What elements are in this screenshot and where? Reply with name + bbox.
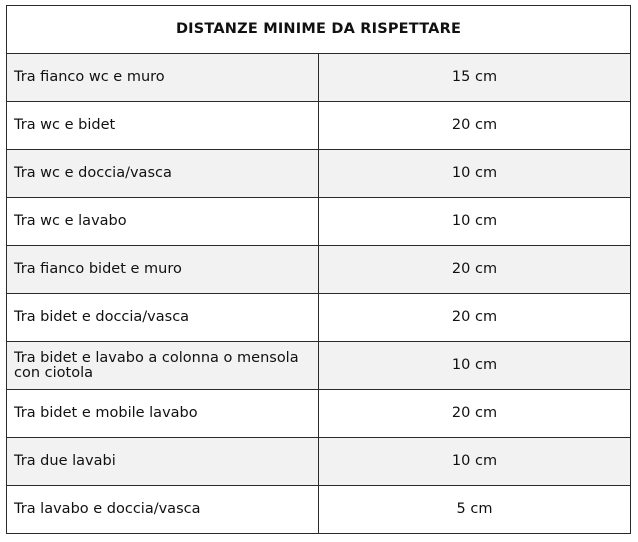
table-header-row bbox=[7, 6, 631, 54]
row-value: 15 cm bbox=[319, 54, 631, 102]
row-label: Tra bidet e mobile lavabo bbox=[7, 390, 319, 438]
table-row bbox=[7, 102, 631, 150]
table-row bbox=[7, 150, 631, 198]
row-label: Tra bidet e doccia/vasca bbox=[7, 294, 319, 342]
table-row bbox=[7, 294, 631, 342]
row-label: Tra wc e bidet bbox=[7, 102, 319, 150]
table-row bbox=[7, 54, 631, 102]
row-value: 10 cm bbox=[319, 150, 631, 198]
distances-table-container bbox=[6, 5, 631, 534]
row-value: 20 cm bbox=[319, 102, 631, 150]
row-value: 10 cm bbox=[319, 198, 631, 246]
table-title: DISTANZE MINIME DA RISPETTARE bbox=[7, 6, 631, 54]
table-row bbox=[7, 438, 631, 486]
row-label: Tra bidet e lavabo a colonna o mensola con ciotola bbox=[7, 342, 319, 390]
row-label: Tra lavabo e doccia/vasca bbox=[7, 486, 319, 534]
distances-table bbox=[6, 5, 631, 534]
row-label: Tra wc e lavabo bbox=[7, 198, 319, 246]
row-value: 10 cm bbox=[319, 342, 631, 390]
row-label: Tra wc e doccia/vasca bbox=[7, 150, 319, 198]
row-label: Tra due lavabi bbox=[7, 438, 319, 486]
table-row bbox=[7, 198, 631, 246]
row-value: 20 cm bbox=[319, 390, 631, 438]
row-value: 20 cm bbox=[319, 294, 631, 342]
row-label: Tra fianco bidet e muro bbox=[7, 246, 319, 294]
row-value: 10 cm bbox=[319, 438, 631, 486]
row-label: Tra fianco wc e muro bbox=[7, 54, 319, 102]
row-value: 20 cm bbox=[319, 246, 631, 294]
table-row bbox=[7, 390, 631, 438]
table-row bbox=[7, 342, 631, 390]
table-row bbox=[7, 486, 631, 534]
row-value: 5 cm bbox=[319, 486, 631, 534]
table-row bbox=[7, 246, 631, 294]
